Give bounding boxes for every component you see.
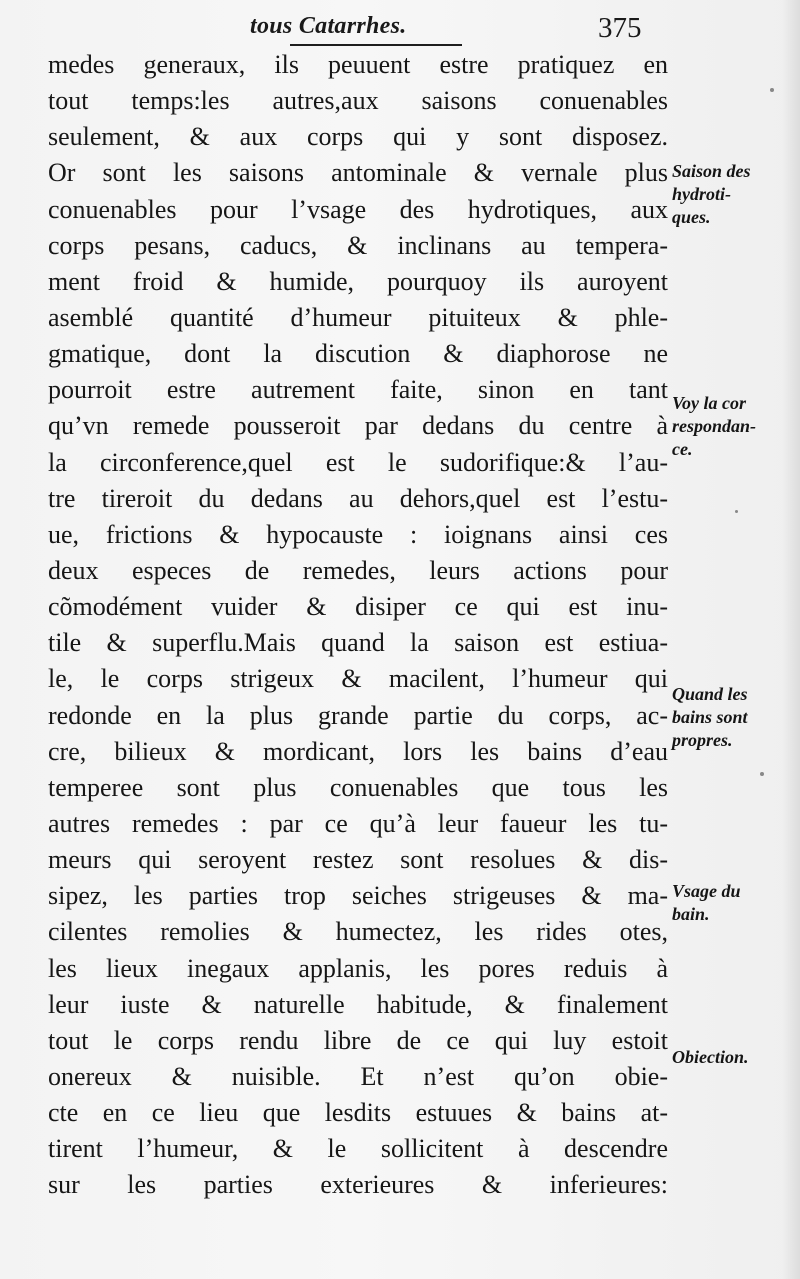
body-line: cte en ce lieu que lesdits estuues & bains at- <box>48 1098 668 1128</box>
body-line: cre, bilieux & mordicant, lors les bains d’eau <box>48 736 668 766</box>
body-line: tile & superflu.Mais quand la saison est estiua- <box>48 628 668 658</box>
body-line: seulement, & aux corps qui y sont disposez. <box>48 122 668 152</box>
running-title-rule <box>290 44 462 46</box>
print-speck <box>770 88 774 92</box>
body-line: ment froid & humide, pourquoy ils auroyent <box>48 266 668 296</box>
marginal-note-line: ques. <box>672 207 711 227</box>
running-title: tous Catarrhes. <box>250 13 407 39</box>
marginal-note-line: ce. <box>672 439 693 459</box>
body-line: gmatique, dont la discution & diaphorose ne <box>48 339 668 369</box>
marginal-note-vsage <box>672 880 790 926</box>
body-line: medes generaux, ils peuuent estre pratiquez en <box>48 50 668 79</box>
body-line: autres remedes : par ce qu’à leur faueur les tu- <box>48 808 668 838</box>
body-line: pourroit estre autrement faite, sinon en tant <box>48 375 668 405</box>
body-line: temperee sont plus conuenables que tous les <box>48 772 668 802</box>
body-line: sipez, les parties trop seiches strigeuses & ma- <box>48 881 668 911</box>
print-speck <box>760 772 764 776</box>
marginal-note-saison <box>672 160 790 229</box>
body-line: cilentes remolies & humectez, les rides otes, <box>48 917 668 947</box>
body-line: onereux & nuisible. Et n’est qu’on obie- <box>48 1061 668 1091</box>
body-line: corps pesans, caducs, & inclinans au tempera- <box>48 230 668 260</box>
body-line: redonde en la plus grande partie du corps, ac- <box>48 700 668 730</box>
body-line: ue, frictions & hypocauste : ioignans ainsi ces <box>48 519 668 549</box>
marginal-note-voy <box>672 392 790 461</box>
marginal-note-line: bains sont <box>672 707 748 727</box>
body-line: leur iuste & naturelle habitude, & finalement <box>48 989 668 1019</box>
body-text <box>48 47 673 1204</box>
body-line: asemblé quantité d’humeur pituiteux & phle- <box>48 302 668 332</box>
marginal-note-obiection <box>672 1046 790 1069</box>
body-line: sur les parties exterieures & inferieures: <box>48 1170 668 1200</box>
marginal-note-line: Obiection. <box>672 1047 749 1067</box>
body-line: le, le corps strigeux & macilent, l’humeur qui <box>48 664 668 694</box>
marginal-note-line: hydroti- <box>672 184 732 204</box>
marginal-note-line: propres. <box>672 730 733 750</box>
body-line: cõmodément vuider & disiper ce qui est inu- <box>48 592 668 622</box>
body-line: la circonference,quel est le sudorifique:& l’au- <box>48 447 668 477</box>
marginal-note-line: Vsage du <box>672 881 741 901</box>
marginal-note-line: respondan- <box>672 416 757 436</box>
marginal-note-line: Voy la cor <box>672 393 746 413</box>
marginal-note-line: Saison des <box>672 161 751 181</box>
body-line: meurs qui seroyent restez sont resolues & dis- <box>48 845 668 875</box>
marginal-note-line: bain. <box>672 904 710 924</box>
body-line: tout le corps rendu libre de ce qui luy estoit <box>48 1025 668 1055</box>
body-line: tout temps:les autres,aux saisons conuenables <box>48 86 668 116</box>
body-line: Or sont les saisons antominale & vernale plus <box>48 158 668 188</box>
marginal-note-quand <box>672 683 790 752</box>
print-speck <box>735 510 738 513</box>
body-line: conuenables pour l’vsage des hydrotiques, aux <box>48 194 668 224</box>
marginal-note-line: Quand les <box>672 684 748 704</box>
body-line: qu’vn remede pousseroit par dedans du centre à <box>48 411 668 441</box>
body-line: tre tireroit du dedans au dehors,quel est l’estu- <box>48 483 668 513</box>
body-line: deux especes de remedes, leurs actions pour <box>48 555 668 585</box>
body-line: les lieux inegaux applanis, les pores reduis à <box>48 953 668 983</box>
body-line: tirent l’humeur, & le sollicitent à descendre <box>48 1134 668 1164</box>
page-number: 375 <box>598 12 642 44</box>
